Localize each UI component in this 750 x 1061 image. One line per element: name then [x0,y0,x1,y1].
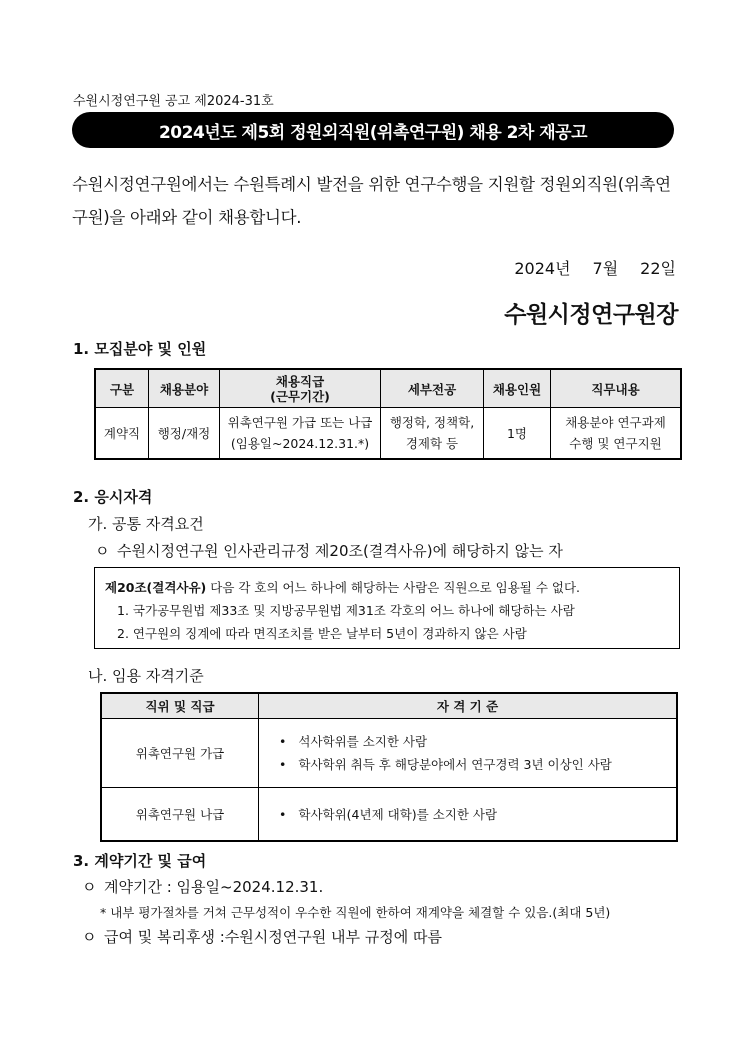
table-row [101,719,677,788]
table-header-row [95,369,681,408]
col-grade [220,369,381,408]
box-item-2: 2. 연구원의 징계에 따라 면직조치를 받은 날부터 5년이 경과하지 않은 사람 [117,626,527,641]
cell-duty-line1: 채용분야 연구과제 [565,415,666,430]
col-grade-period: (근무기간) [270,388,330,404]
date-month: 7월 [592,259,619,278]
circle-bullet-icon: ㅇ [95,542,110,560]
col-major: 세부전공 [381,369,484,408]
criteria-item: • 학사학위 취득 후 해당분야에서 연구경력 3년 이상인 사람 [279,753,668,776]
table-row [95,408,681,460]
date-year: 2024년 [514,259,571,278]
col-position: 직위 및 직급 [101,693,259,719]
col-grade-label: 채용직급 [275,373,325,389]
intro-paragraph: 수원시정연구원에서는 수원특례시 발전을 위한 연구수행을 지원할 정원외직원(위촉연구원)을 아래와 같이 채용합니다. [72,175,671,227]
date-day: 22일 [640,259,676,278]
col-field: 채용분야 [149,369,220,408]
col-count: 채용인원 [484,369,551,408]
qualification-table [100,692,678,842]
section2-sub-b: 나. 임용 자격기준 [88,667,204,685]
cell-grade-text: 위촉연구원 가급 또는 나급 [227,415,373,430]
col-type: 구분 [95,369,149,408]
cell-major-line1: 행정학, 정책학, [389,415,475,430]
cell-major-line2: 경제학 등 [405,436,459,451]
cell-grade [220,408,381,460]
recruitment-table [94,368,682,460]
cell-criteria [259,788,678,842]
cell-position: 위촉연구원 나급 [101,788,259,842]
box-lead-bold: 제20조(결격사유) [105,580,207,595]
circle-bullet-icon: ㅇ [82,878,97,896]
box-lead-text: 다음 각 호의 어느 하나에 해당하는 사람은 직원으로 임용될 수 없다. [206,580,580,595]
cell-criteria [259,719,678,788]
bullet-1-text: 계약기간 : 임용일~2024.12.31. [104,878,324,896]
cell-position: 위촉연구원 가급 [101,719,259,788]
table-header-row [101,693,677,719]
cell-grade-period: (임용일~2024.12.31.*) [230,436,370,451]
box-item-1: 1. 국가공무원법 제33조 및 지방공무원법 제31조 각호의 어느 하나에 해당하는 사람 [117,603,575,618]
notice-title-banner [72,112,674,148]
section2-bullet-a [95,540,563,561]
notice-date [514,256,676,279]
section1-heading: 1. 모집분야 및 인원 [73,340,207,358]
col-criteria: 자 격 기 준 [259,693,678,719]
section3-bullet-1 [82,876,323,897]
col-duty: 직무내용 [551,369,682,408]
cell-field: 행정/재정 [149,408,220,460]
section3-bullet-2 [82,926,442,947]
notice-reference: 수원시정연구원 공고 제2024-31호 [73,94,274,109]
section2-heading: 2. 응시자격 [73,488,153,506]
cell-major [381,408,484,460]
table-row [101,788,677,842]
signer: 수원시정연구원장 [504,302,678,328]
section2-sub-a: 가. 공통 자격요건 [88,515,204,533]
cell-duty-line2: 수행 및 연구지원 [569,436,662,451]
box-lead [105,576,669,599]
cell-duty [551,408,682,460]
bullet-2-text: 급여 및 복리후생 :수원시정연구원 내부 규정에 따름 [104,928,442,946]
bullet-a-text: 수원시정연구원 인사관리규정 제20조(결격사유)에 해당하지 않는 자 [117,542,563,560]
cell-count: 1명 [484,408,551,460]
criteria-item: • 학사학위(4년제 대학)를 소지한 사람 [279,803,668,826]
notice-title: 2024년도 제5회 정원외직원(위촉연구원) 채용 2차 재공고 [158,122,588,143]
section3-note: * 내부 평가절차를 거쳐 근무성적이 우수한 직원에 한하여 재계약을 체결할 수 있음.(최대 5년) [100,905,611,920]
disqualification-box [94,567,680,649]
criteria-item: • 석사학위를 소지한 사람 [279,730,668,753]
cell-type: 계약직 [95,408,149,460]
section3-heading: 3. 계약기간 및 급여 [73,852,207,870]
circle-bullet-icon: ㅇ [82,928,97,946]
